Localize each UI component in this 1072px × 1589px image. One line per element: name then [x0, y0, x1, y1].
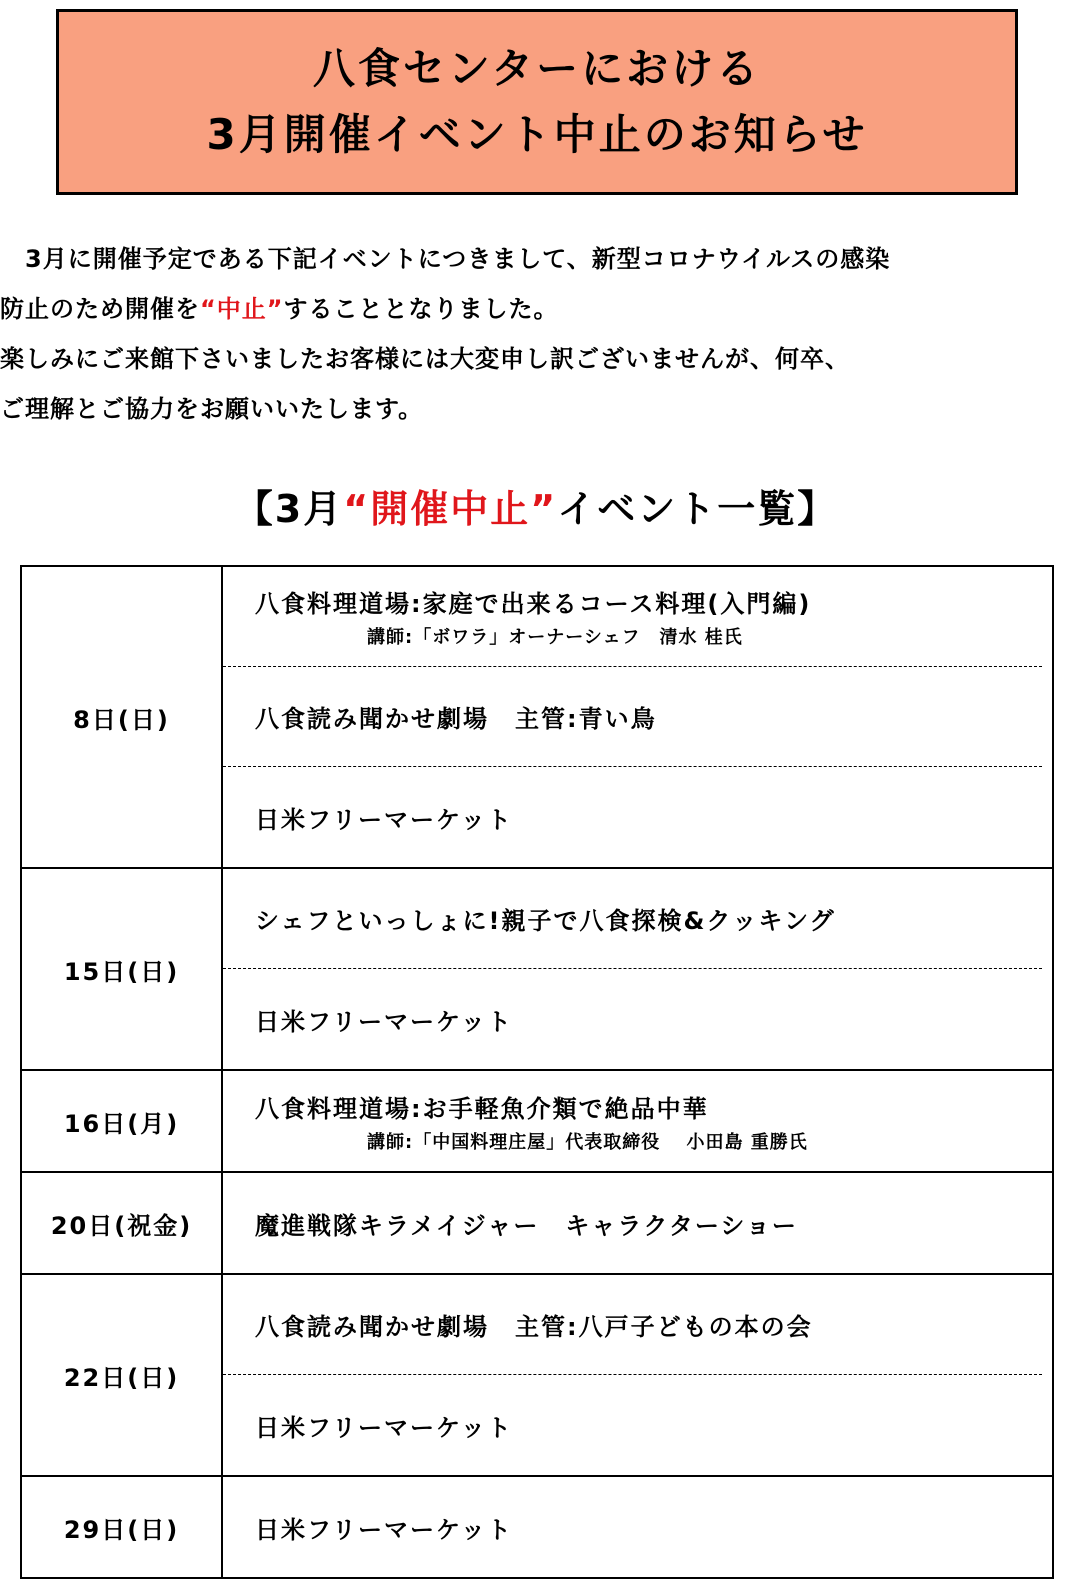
event-list-cell — [222, 1070, 1053, 1172]
title-banner — [56, 9, 1018, 195]
cancel-emphasis: “中止” — [200, 295, 284, 323]
table-row — [21, 1274, 1053, 1476]
event-table — [20, 565, 1054, 1579]
table-row — [21, 1172, 1053, 1274]
title-line-1: 八食センターにおける — [312, 44, 762, 93]
table-row — [21, 566, 1053, 868]
event-name: 日米フリーマーケット — [255, 805, 513, 834]
intro-line-1: 3月に開催予定である下記イベントにつきまして、新型コロナウイルスの感染 — [0, 245, 891, 273]
intro-line-2-before: 防止のため開催を — [0, 295, 200, 323]
event-name: 日米フリーマーケット — [255, 1007, 513, 1036]
event-name: シェフといっしょに!親子で八食探検&クッキング — [255, 907, 836, 935]
event-item — [223, 1275, 1042, 1375]
table-row — [21, 868, 1053, 1070]
event-date: 22日(日) — [21, 1274, 222, 1476]
list-heading-open: 【3月 — [234, 487, 344, 531]
event-item — [223, 767, 1042, 867]
event-date: 8日(日) — [21, 566, 222, 868]
event-name: 日米フリーマーケット — [255, 1413, 513, 1442]
intro-line-3: 楽しみにご来館下さいましたお客様には大変申し訳ございませんが、何卒、 — [0, 345, 850, 373]
event-lecturer: 講師:「中国料理庄屋」代表取締役 小田島 重勝氏 — [367, 1131, 808, 1153]
event-item — [223, 1477, 1042, 1577]
event-item — [223, 1173, 1042, 1273]
event-list-cell — [222, 1172, 1053, 1274]
event-name: 八食料理道場:家庭で出来るコース料理(入門編) — [255, 590, 812, 618]
event-name: 八食料理道場:お手軽魚介類で絶品中華 — [255, 1094, 709, 1123]
intro-paragraph — [0, 234, 1072, 434]
event-list-cell — [222, 566, 1053, 868]
event-date: 16日(月) — [21, 1070, 222, 1172]
event-item — [223, 1071, 1042, 1171]
event-item — [223, 1375, 1042, 1475]
event-date: 20日(祝金) — [21, 1172, 222, 1274]
event-item — [223, 667, 1042, 767]
event-list-cell — [222, 1274, 1053, 1476]
list-heading-red: “開催中止” — [343, 487, 558, 531]
event-date: 29日(日) — [21, 1476, 222, 1578]
event-item — [223, 869, 1042, 969]
intro-line-2 — [0, 284, 1072, 334]
event-name: 日米フリーマーケット — [255, 1515, 513, 1544]
event-list-cell — [222, 1476, 1053, 1578]
event-list-cell — [222, 868, 1053, 1070]
event-name: 八食読み聞かせ劇場 主管:八戸子どもの本の会 — [255, 1313, 813, 1341]
event-lecturer: 講師:「ボワラ」オーナーシェフ 清水 桂氏 — [367, 627, 743, 648]
list-heading-close: イベント一覧】 — [557, 487, 838, 531]
event-name: 八食読み聞かせ劇場 主管:青い鳥 — [255, 705, 657, 733]
event-name: 魔進戦隊キラメイジャー キャラクターショー — [255, 1211, 798, 1240]
table-row — [21, 1476, 1053, 1578]
event-list-heading — [0, 478, 1072, 533]
event-item — [223, 969, 1042, 1069]
event-item — [223, 567, 1042, 667]
intro-line-4: ご理解とご協力をお願いいたします。 — [0, 395, 424, 423]
title-line-2: 3月開催イベント中止のお知らせ — [206, 110, 868, 159]
intro-line-2-after: することとなりました。 — [283, 295, 559, 323]
table-row — [21, 1070, 1053, 1172]
event-date: 15日(日) — [21, 868, 222, 1070]
